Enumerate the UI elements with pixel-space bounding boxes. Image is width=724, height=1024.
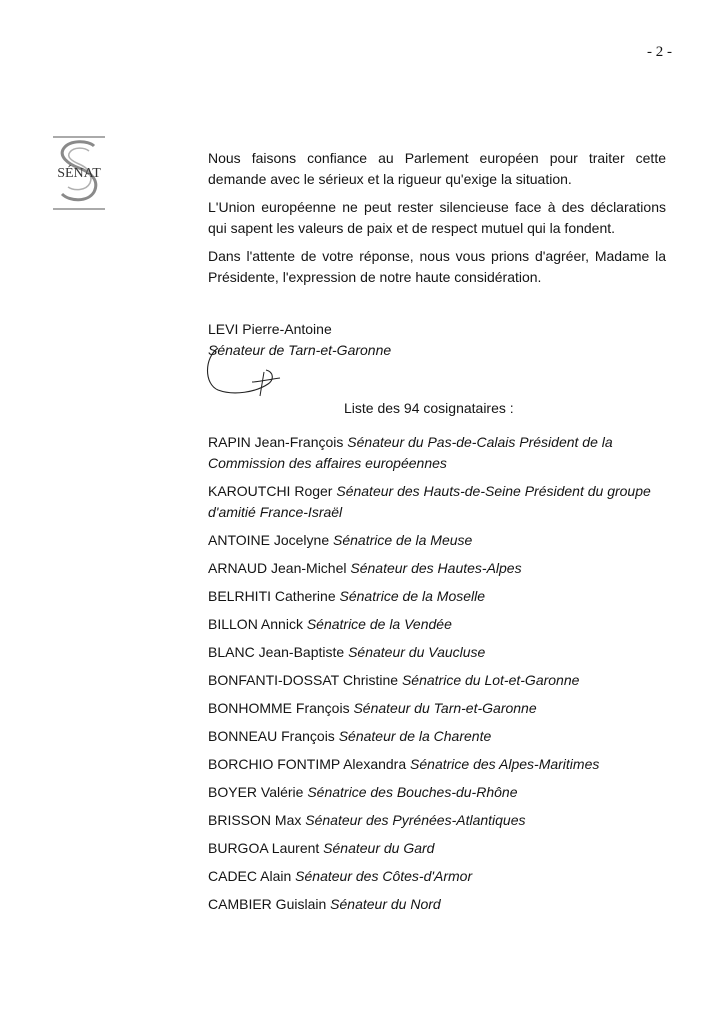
cosigner-name: BLANC Jean-Baptiste: [208, 644, 345, 660]
cosigner-entry: [208, 782, 678, 803]
paragraph: Dans l'attente de votre réponse, nous vous prions d'agréer, Madame la Présidente, l'expression de notre haute considération.: [208, 248, 666, 285]
cosigner-entry: [208, 698, 678, 719]
paragraph: Nous faisons confiance au Parlement européen pour traiter cette demande avec le sérieux et la rigueur qu'exige la situation.: [208, 150, 666, 187]
cosigners-list: [208, 432, 678, 922]
page-number: - 2 -: [647, 44, 672, 60]
cosigner-name: ANTOINE Jocelyne: [208, 532, 330, 548]
cosigner-description: Sénateur du Vaucluse: [348, 644, 486, 660]
cosigner-name: ARNAUD Jean-Michel: [208, 560, 347, 576]
cosigner-entry: [208, 894, 678, 915]
senat-logo: [44, 136, 114, 210]
cosigner-entry: [208, 754, 678, 775]
cosigner-entry: [208, 726, 678, 747]
cosigner-entry: [208, 614, 678, 635]
cosigner-description: Sénatrice de la Meuse: [333, 532, 473, 548]
cosigner-name: BONFANTI-DOSSAT Christine: [208, 672, 399, 688]
cosigner-description: Sénateur des Hauts-de-Seine Président du groupe d'amitié France-Israël: [208, 483, 651, 520]
cosigner-name: BONNEAU François: [208, 728, 335, 744]
handwritten-signature: [200, 340, 290, 402]
cosigner-description: Sénatrice de la Moselle: [339, 588, 486, 604]
signatory-title: Sénateur de Tarn-et-Garonne: [208, 342, 392, 358]
cosigner-description: Sénateur des Hautes-Alpes: [350, 560, 522, 576]
cosigner-entry: [208, 670, 678, 691]
cosigner-entry: [208, 530, 678, 551]
cosigner-name: RAPIN Jean-François: [208, 434, 344, 450]
cosigner-description: Sénatrice des Alpes-Maritimes: [410, 756, 600, 772]
cosigner-description: Sénateur de la Charente: [338, 728, 492, 744]
cosigner-entry: [208, 838, 678, 859]
cosigner-entry: [208, 558, 678, 579]
senat-logo-text: SÉNAT: [57, 166, 101, 181]
cosigner-description: Sénateur des Pyrénées-Atlantiques: [305, 812, 526, 828]
cosigner-name: BONHOMME François: [208, 700, 350, 716]
cosigner-description: Sénateur des Côtes-d'Armor: [295, 868, 473, 884]
cosigner-entry: [208, 432, 678, 474]
cosigner-name: BELRHITI Catherine: [208, 588, 336, 604]
cosigner-description: Sénateur du Gard: [323, 840, 435, 856]
cosigners-heading: Liste des 94 cosignataires :: [344, 400, 514, 416]
letter-body: [208, 148, 666, 295]
cosigner-entry: [208, 810, 678, 831]
cosigner-description: Sénateur du Pas-de-Calais Président de la Commission des affaires européennes: [208, 434, 613, 471]
cosigner-description: Sénatrice des Bouches-du-Rhône: [307, 784, 518, 800]
cosigner-description: Sénateur du Nord: [330, 896, 441, 912]
cosigner-description: Sénatrice du Lot-et-Garonne: [401, 672, 580, 688]
cosigner-name: KAROUTCHI Roger: [208, 483, 333, 499]
cosigner-description: Sénatrice de la Vendée: [306, 616, 452, 632]
cosigner-name: BOYER Valérie: [208, 784, 304, 800]
cosigner-description: Sénateur du Tarn-et-Garonne: [353, 700, 537, 716]
cosigner-entry: [208, 481, 678, 523]
cosigner-entry: [208, 642, 678, 663]
cosigner-name: BILLON Annick: [208, 616, 303, 632]
paragraph: L'Union européenne ne peut rester silencieuse face à des déclarations qui sapent les valeurs de paix et de respect mutuel qui la fondent.: [208, 199, 666, 236]
cosigner-entry: [208, 866, 678, 887]
cosigner-name: BRISSON Max: [208, 812, 302, 828]
cosigner-name: BORCHIO FONTIMP Alexandra: [208, 756, 407, 772]
cosigner-entry: [208, 586, 678, 607]
signatory-name: LEVI Pierre-Antoine: [208, 321, 332, 337]
cosigner-name: CADEC Alain: [208, 868, 292, 884]
cosigner-name: BURGOA Laurent: [208, 840, 320, 856]
cosigner-name: CAMBIER Guislain: [208, 896, 327, 912]
